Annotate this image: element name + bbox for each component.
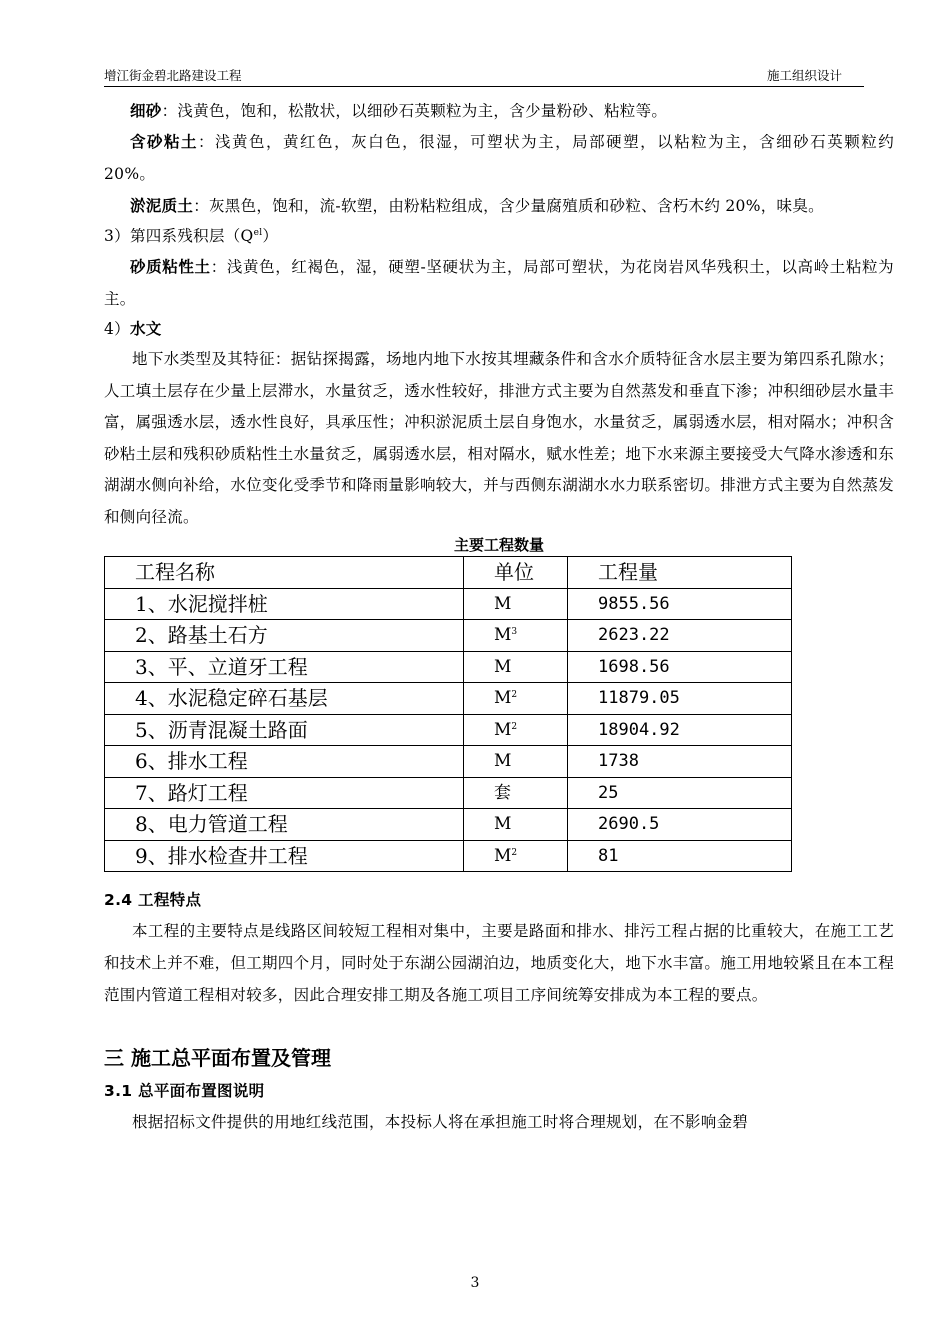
row-name: 1、水泥搅拌桩	[105, 588, 464, 620]
row-unit: $M^2$	[464, 840, 568, 872]
section-2-4-heading: 2.4 工程特点	[104, 891, 202, 909]
page-number: 3	[470, 1275, 480, 1291]
table-row	[105, 588, 792, 620]
row-unit: $M^2$	[464, 683, 568, 715]
sandy-cohesive-paragraph	[104, 251, 894, 315]
sandy-clay-term: 含砂粘土	[130, 133, 199, 151]
unit-superscript: 2	[511, 721, 518, 732]
table-row	[105, 651, 792, 683]
row-quantity: 1698.56	[568, 651, 792, 683]
row-quantity: 11879.05	[568, 683, 792, 715]
row-quantity: 9855.56	[568, 588, 792, 620]
residual-layer-heading: 3）第四系残积层$(Q^{el})$	[104, 227, 279, 245]
row-unit: $M^3$	[464, 620, 568, 652]
row-name: 3、平、立道牙工程	[105, 651, 464, 683]
table-caption: 主要工程数量	[453, 536, 544, 554]
unit-superscript: 3	[511, 627, 518, 638]
row-unit: 套	[464, 777, 568, 809]
header-doc-type: 施工组织设计	[766, 68, 842, 83]
quantities-table	[104, 556, 792, 872]
silt-text: ：灰黑色，饱和，流-软塑，由粉粘粒组成，含少量腐殖质和砂粒、含朽木约 20%，味臭。	[193, 197, 824, 215]
sandy-cohesive-term: 砂质粘性土	[130, 258, 211, 276]
document-body	[104, 97, 894, 1138]
section-2-4-paragraph: 本工程的主要特点是线路区间较短工程相对集中，主要是路面和排水、排污工程占据的比重较大，在施工工艺和技术上并不难，但工期四个月，同时处于东湖公园湖泊边，地质变化大，地下水丰富。施工用地较紧且在本工程范围内管道工程相对较多，因此合理安排工期及各施工项目工序间统筹安排成为本工程的要点。	[104, 922, 895, 1004]
table-row	[105, 746, 792, 778]
row-quantity: 18904.92	[568, 714, 792, 746]
table-row	[105, 840, 792, 872]
row-name: 2、路基土石方	[105, 620, 464, 652]
fine-sand-paragraph	[104, 97, 894, 126]
residual-superscript: el	[253, 228, 263, 238]
unit-superscript: 2	[511, 847, 518, 858]
row-unit: M	[464, 651, 568, 683]
row-unit: $M^2$	[464, 714, 568, 746]
table-row	[105, 683, 792, 715]
row-unit: M	[464, 588, 568, 620]
row-unit: M	[464, 809, 568, 841]
table-row	[105, 809, 792, 841]
header-name: 工程名称	[105, 557, 464, 589]
header-project-name: 增江街金碧北路建设工程	[104, 68, 242, 83]
section-3-1-paragraph: 根据招标文件提供的用地红线范围，本投标人将在承担施工时将合理规划，在不影响金碧	[132, 1113, 749, 1131]
hydrology-title: 水文	[129, 320, 162, 338]
row-name: 7、路灯工程	[105, 777, 464, 809]
row-name: 5、沥青混凝土路面	[105, 714, 464, 746]
header-qty: 工程量	[568, 557, 792, 589]
page-header	[104, 66, 864, 87]
row-quantity: 2690.5	[568, 809, 792, 841]
header-unit: 单位	[464, 557, 568, 589]
row-unit: M	[464, 746, 568, 778]
table-row	[105, 620, 792, 652]
fine-sand-term: 细砂	[130, 102, 162, 120]
silt-paragraph	[104, 190, 894, 222]
sandy-clay-paragraph	[104, 126, 894, 190]
hydrology-heading: 4）水文	[104, 320, 162, 338]
row-name: 8、电力管道工程	[105, 809, 464, 841]
row-name: 4、水泥稳定碎石基层	[105, 683, 464, 715]
row-quantity: 25	[568, 777, 792, 809]
table-header-row	[105, 557, 792, 589]
table-row	[105, 777, 792, 809]
table-body	[105, 588, 792, 872]
row-name: 6、排水工程	[105, 746, 464, 778]
table-row	[105, 714, 792, 746]
row-quantity: 2623.22	[568, 620, 792, 652]
hydrology-paragraph: 地下水类型及其特征：据钻探揭露，场地内地下水按其埋藏条件和含水介质特征含水层主要为第四系孔隙水；人工填土层存在少量上层滞水，水量贫乏，透水性较好，排泄方式主要为自然蒸发和垂直下渗；冲积细砂层水量丰富，属强透水层，透水性良好，具承压性；冲积淤泥质土层自身饱水，水量贫乏，属弱透水层，相对隔水；冲积含砂粘土层和残积砂质粘性土水量贫乏，属弱透水层，相对隔水，赋水性差；地下水来源主要接受大气降水渗透和东湖湖水侧向补给，水位变化受季节和降雨量影响较大，并与西侧东湖湖水水力联系密切。排泄方式主要为自然蒸发和侧向径流。	[104, 350, 895, 526]
sandy-clay-text: ：浅黄色，黄红色，灰白色，很湿，可塑状为主，局部硬塑，以粘粒为主，含细砂石英颗粒约 20%。	[104, 133, 895, 183]
silt-term: 淤泥质土	[130, 197, 194, 215]
section-3-heading: 三 施工总平面布置及管理	[104, 1046, 331, 1070]
section-3-1-heading: 3.1 总平面布置图说明	[104, 1082, 265, 1100]
row-name: 9、排水检查井工程	[105, 840, 464, 872]
fine-sand-text: ：浅黄色，饱和，松散状，以细砂石英颗粒为主，含少量粉砂、粘粒等。	[161, 102, 668, 120]
unit-superscript: 2	[511, 690, 518, 701]
row-quantity: 81	[568, 840, 792, 872]
sandy-cohesive-text: ：浅黄色，红褐色，湿，硬塑-坚硬状为主，局部可塑状，为花岗岩风华残积土，以高岭土粘粒为主。	[104, 258, 894, 308]
row-quantity: 1738	[568, 746, 792, 778]
